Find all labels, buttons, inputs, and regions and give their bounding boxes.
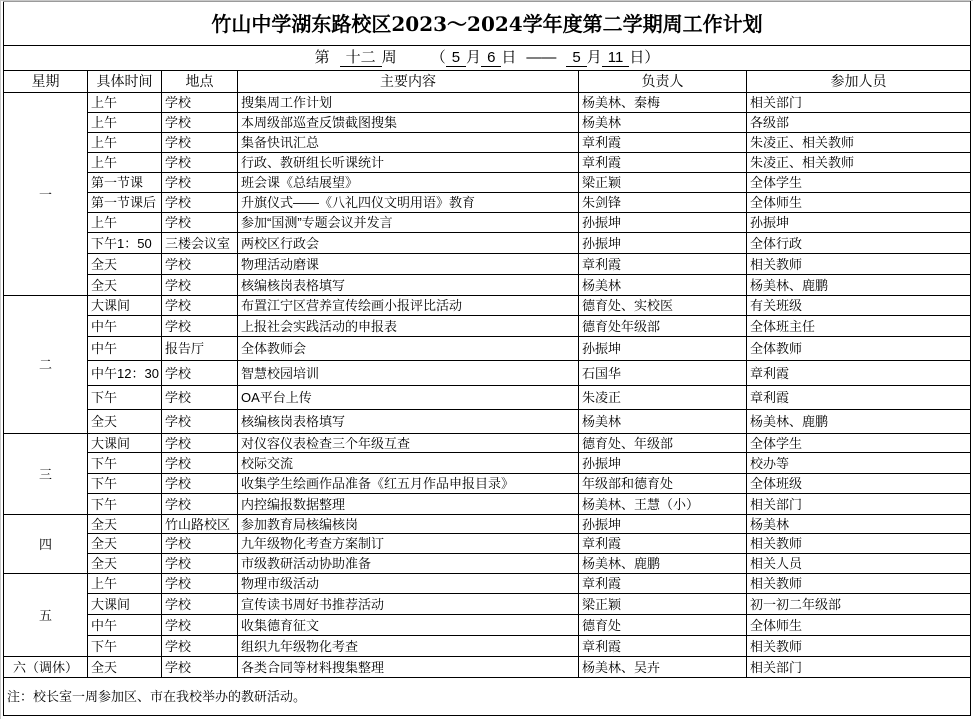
content-cell: 搜集周工作计划 (238, 93, 579, 113)
table-row (4, 534, 971, 554)
place-cell: 学校 (162, 93, 238, 113)
content-cell: 组织九年级物化考查 (238, 636, 579, 657)
week-suffix: 周 (381, 49, 397, 66)
content-cell: 市级教研活动协助准备 (238, 554, 579, 574)
page-title: 竹山中学湖东路校区2023～2024学年度第二学期周工作计划 (4, 2, 971, 46)
place-cell: 竹山路校区 (162, 515, 238, 534)
owner-cell: 德育处、实校医 (579, 296, 747, 316)
participants-cell: 章利霞 (747, 361, 971, 386)
content-cell: 核编核岗表格填写 (238, 275, 579, 296)
range-separator: —— (526, 49, 557, 66)
table-row (4, 275, 971, 296)
time-cell: 上午 (88, 153, 162, 173)
time-cell: 上午 (88, 133, 162, 153)
participants-cell: 朱凌正、相关教师 (747, 153, 971, 173)
participants-cell: 相关部门 (747, 657, 971, 678)
content-cell: 行政、教研组长听课统计 (238, 153, 579, 173)
participants-cell: 初一初二年级部 (747, 594, 971, 615)
time-cell: 全天 (88, 554, 162, 574)
content-cell: 参加教育局核编核岗 (238, 515, 579, 534)
table-row (4, 361, 971, 386)
table-row (4, 594, 971, 615)
place-cell: 学校 (162, 213, 238, 233)
participants-cell: 全体学生 (747, 173, 971, 193)
participants-cell: 全体师生 (747, 615, 971, 636)
table-row (4, 93, 971, 113)
content-cell: 两校区行政会 (238, 233, 579, 254)
content-cell: 收集学生绘画作品准备《红五月作品申报目录》 (238, 474, 579, 494)
time-cell: 全天 (88, 657, 162, 678)
place-cell: 学校 (162, 133, 238, 153)
time-cell: 中午12：30 (88, 361, 162, 386)
table-row (4, 316, 971, 337)
footnote: 注：校长室一周参加区、市在我校举办的教研活动。 (4, 678, 971, 716)
time-cell: 上午 (88, 113, 162, 133)
content-cell: 升旗仪式——《八礼四仪文明用语》教育 (238, 193, 579, 213)
table-row (4, 233, 971, 254)
owner-cell: 杨美林、王慧（小） (579, 494, 747, 515)
participants-cell: 各级部 (747, 113, 971, 133)
header-participants: 参加人员 (747, 71, 971, 93)
table-row (4, 296, 971, 316)
participants-cell: 朱凌正、相关教师 (747, 133, 971, 153)
time-cell: 下午 (88, 453, 162, 474)
owner-cell: 章利霞 (579, 254, 747, 275)
time-cell: 下午 (88, 474, 162, 494)
owner-cell: 德育处 (579, 615, 747, 636)
place-cell: 学校 (162, 574, 238, 594)
place-cell: 学校 (162, 275, 238, 296)
time-cell: 第一节课 (88, 173, 162, 193)
table-row (4, 113, 971, 133)
place-cell: 学校 (162, 113, 238, 133)
content-cell: 集备快讯汇总 (238, 133, 579, 153)
place-cell: 学校 (162, 494, 238, 515)
month-char: 月 (466, 49, 482, 66)
note-row (4, 678, 971, 716)
place-cell: 学校 (162, 615, 238, 636)
place-cell: 三楼会议室 (162, 233, 238, 254)
table-row (4, 153, 971, 173)
participants-cell: 校办等 (747, 453, 971, 474)
table-row (4, 574, 971, 594)
time-cell: 第一节课后 (88, 193, 162, 213)
time-cell: 中午 (88, 316, 162, 337)
content-cell: 上报社会实践活动的申报表 (238, 316, 579, 337)
time-cell: 大课间 (88, 594, 162, 615)
header-weekday: 星期 (4, 71, 88, 93)
week-range (4, 46, 971, 71)
table-row (4, 193, 971, 213)
time-cell: 全天 (88, 254, 162, 275)
time-cell: 全天 (88, 410, 162, 434)
owner-cell: 章利霞 (579, 133, 747, 153)
close-paren: ） (644, 49, 660, 66)
participants-cell: 相关教师 (747, 254, 971, 275)
owner-cell: 章利霞 (579, 636, 747, 657)
start-day: 6 (481, 50, 501, 67)
content-cell: 九年级物化考查方案制订 (238, 534, 579, 554)
end-day: 11 (602, 50, 630, 67)
participants-cell: 相关人员 (747, 554, 971, 574)
participants-cell: 相关教师 (747, 636, 971, 657)
table-row (4, 434, 971, 453)
content-cell: 布置江宁区营养宣传绘画小报评比活动 (238, 296, 579, 316)
content-cell: 校际交流 (238, 453, 579, 474)
time-cell: 上午 (88, 93, 162, 113)
table-row (4, 494, 971, 515)
participants-cell: 全体师生 (747, 193, 971, 213)
content-cell: 班会课《总结展望》 (238, 173, 579, 193)
participants-cell: 全体学生 (747, 434, 971, 453)
owner-cell: 德育处年级部 (579, 316, 747, 337)
place-cell: 学校 (162, 434, 238, 453)
sheet-gridline-left (0, 0, 1, 719)
place-cell: 报告厅 (162, 337, 238, 361)
place-cell: 学校 (162, 453, 238, 474)
participants-cell: 全体班级 (747, 474, 971, 494)
place-cell: 学校 (162, 153, 238, 173)
owner-cell: 梁正颖 (579, 173, 747, 193)
time-cell: 大课间 (88, 434, 162, 453)
place-cell: 学校 (162, 657, 238, 678)
owner-cell: 杨美林、秦梅 (579, 93, 747, 113)
place-cell: 学校 (162, 474, 238, 494)
table-row (4, 636, 971, 657)
owner-cell: 朱凌正 (579, 386, 747, 410)
owner-cell: 章利霞 (579, 153, 747, 173)
weekly-plan-table (3, 1, 971, 716)
participants-cell: 孙振坤 (747, 213, 971, 233)
table-row (4, 410, 971, 434)
participants-cell: 相关教师 (747, 574, 971, 594)
time-cell: 下午 (88, 494, 162, 515)
participants-cell: 全体教师 (747, 337, 971, 361)
time-cell: 全天 (88, 534, 162, 554)
week-number: 十二 (340, 50, 382, 67)
owner-cell: 杨美林 (579, 275, 747, 296)
participants-cell: 全体行政 (747, 233, 971, 254)
participants-cell: 相关部门 (747, 494, 971, 515)
weekday-cell: 三 (4, 434, 88, 515)
participants-cell: 杨美林 (747, 515, 971, 534)
owner-cell: 孙振坤 (579, 233, 747, 254)
owner-cell: 德育处、年级部 (579, 434, 747, 453)
day-char: 日 (501, 49, 517, 66)
start-month: 5 (446, 50, 466, 67)
owner-cell: 章利霞 (579, 534, 747, 554)
time-cell: 全天 (88, 515, 162, 534)
content-cell: 参加“国测”专题会议并发言 (238, 213, 579, 233)
owner-cell: 杨美林 (579, 113, 747, 133)
owner-cell: 年级部和德育处 (579, 474, 747, 494)
content-cell: 物理活动磨课 (238, 254, 579, 275)
place-cell: 学校 (162, 316, 238, 337)
header-time: 具体时间 (88, 71, 162, 93)
content-cell: 智慧校园培训 (238, 361, 579, 386)
owner-cell: 章利霞 (579, 574, 747, 594)
time-cell: 下午1：50 (88, 233, 162, 254)
owner-cell: 朱剑锋 (579, 193, 747, 213)
place-cell: 学校 (162, 173, 238, 193)
place-cell: 学校 (162, 534, 238, 554)
weekday-cell: 五 (4, 574, 88, 657)
open-paren: （ (430, 49, 446, 66)
owner-cell: 孙振坤 (579, 453, 747, 474)
time-cell: 下午 (88, 386, 162, 410)
participants-cell: 杨美林、鹿鹏 (747, 275, 971, 296)
place-cell: 学校 (162, 554, 238, 574)
owner-cell: 孙振坤 (579, 213, 747, 233)
week-row (4, 46, 971, 71)
place-cell: 学校 (162, 636, 238, 657)
header-row (4, 71, 971, 93)
time-cell: 下午 (88, 636, 162, 657)
table-row (4, 657, 971, 678)
month-char: 月 (586, 49, 602, 66)
table-row (4, 554, 971, 574)
table-row (4, 515, 971, 534)
place-cell: 学校 (162, 594, 238, 615)
table-row (4, 615, 971, 636)
table-row (4, 133, 971, 153)
participants-cell: 全体班主任 (747, 316, 971, 337)
place-cell: 学校 (162, 254, 238, 275)
participants-cell: 章利霞 (747, 386, 971, 410)
owner-cell: 杨美林、吴卉 (579, 657, 747, 678)
time-cell: 中午 (88, 337, 162, 361)
content-cell: 本周级部巡查反馈截图搜集 (238, 113, 579, 133)
header-place: 地点 (162, 71, 238, 93)
time-cell: 上午 (88, 574, 162, 594)
owner-cell: 孙振坤 (579, 515, 747, 534)
day-char: 日 (629, 49, 645, 66)
header-owner: 负责人 (579, 71, 747, 93)
place-cell: 学校 (162, 296, 238, 316)
weekday-cell: 四 (4, 515, 88, 574)
weekday-cell: 二 (4, 296, 88, 434)
content-cell: 各类合同等材料搜集整理 (238, 657, 579, 678)
content-cell: 内控编报数据整理 (238, 494, 579, 515)
owner-cell: 石国华 (579, 361, 747, 386)
content-cell: 物理市级活动 (238, 574, 579, 594)
participants-cell: 杨美林、鹿鹏 (747, 410, 971, 434)
time-cell: 大课间 (88, 296, 162, 316)
weekday-cell: 六（调休） (4, 657, 88, 678)
owner-cell: 孙振坤 (579, 337, 747, 361)
header-content: 主要内容 (238, 71, 579, 93)
place-cell: 学校 (162, 386, 238, 410)
time-cell: 中午 (88, 615, 162, 636)
owner-cell: 杨美林、鹿鹏 (579, 554, 747, 574)
content-cell: 收集德育征文 (238, 615, 579, 636)
time-cell: 上午 (88, 213, 162, 233)
place-cell: 学校 (162, 193, 238, 213)
weekday-cell: 一 (4, 93, 88, 296)
content-cell: 全体教师会 (238, 337, 579, 361)
participants-cell: 相关部门 (747, 93, 971, 113)
content-cell: 核编核岗表格填写 (238, 410, 579, 434)
owner-cell: 杨美林 (579, 410, 747, 434)
place-cell: 学校 (162, 361, 238, 386)
participants-cell: 有关班级 (747, 296, 971, 316)
time-cell: 全天 (88, 275, 162, 296)
table-row (4, 337, 971, 361)
place-cell: 学校 (162, 410, 238, 434)
content-cell: 宣传读书周好书推荐活动 (238, 594, 579, 615)
table-row (4, 453, 971, 474)
table-row (4, 173, 971, 193)
content-cell: 对仪容仪表检查三个年级互查 (238, 434, 579, 453)
table-row (4, 213, 971, 233)
participants-cell: 相关教师 (747, 534, 971, 554)
table-row (4, 254, 971, 275)
content-cell: OA平台上传 (238, 386, 579, 410)
owner-cell: 梁正颖 (579, 594, 747, 615)
title-row (4, 2, 971, 46)
week-prefix: 第 (314, 49, 330, 66)
table-row (4, 386, 971, 410)
table-row (4, 474, 971, 494)
end-month: 5 (566, 50, 586, 67)
